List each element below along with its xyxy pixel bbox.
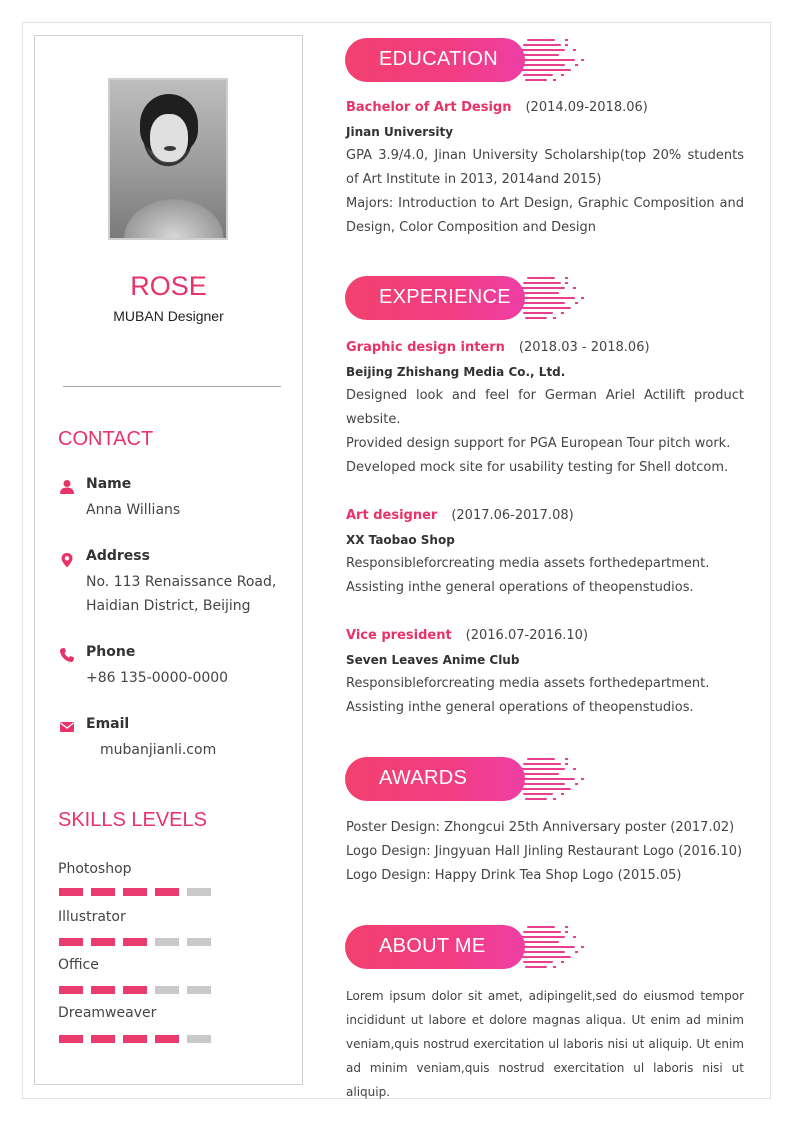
experience-entry — [346, 504, 744, 600]
skill-segment-filled — [91, 888, 115, 896]
skills-heading: SKILLS LEVELS — [58, 809, 207, 831]
education-section — [346, 96, 744, 240]
banner-streak-dot — [553, 966, 556, 968]
skill-segment-empty — [155, 986, 179, 994]
banner-streak — [517, 946, 575, 948]
skill-bar — [59, 888, 211, 896]
banner-streak-dot — [581, 59, 584, 61]
skill-segment-filled — [155, 888, 179, 896]
skill-name: Illustrator — [58, 909, 126, 925]
skill-segment-filled — [155, 1035, 179, 1043]
skill-segment-filled — [123, 888, 147, 896]
award-item: Logo Design: Jingyuan Hall Jinling Restaurant Logo (2016.10) — [346, 844, 743, 859]
banner-streak — [521, 956, 571, 958]
banner-streak-dot — [553, 317, 556, 319]
banner-streak — [523, 941, 559, 943]
banner-streak-dot — [565, 758, 568, 760]
banner-streak-dot — [565, 763, 568, 765]
job-date: (2017.06-2017.08) — [451, 508, 574, 523]
banner-streak-dot — [565, 282, 568, 284]
skill-segment-filled — [123, 1035, 147, 1043]
banner-streak — [523, 312, 553, 314]
award-item: Poster Design: Zhongcui 25th Anniversary poster (2017.02) — [346, 820, 735, 835]
banner-streak — [523, 74, 553, 76]
banner-streak-dot — [573, 287, 576, 289]
banner-streak — [521, 307, 571, 309]
awards-banner — [345, 757, 585, 801]
banner-streak — [523, 793, 553, 795]
skill-name: Office — [58, 957, 99, 973]
skill-segment-filled — [91, 1035, 115, 1043]
profile-photo — [108, 78, 228, 240]
skill-segment-filled — [59, 938, 83, 946]
profile-name: ROSE — [130, 271, 207, 301]
banner-streak — [523, 763, 561, 765]
banner-streak-dot — [565, 931, 568, 933]
banner-streak-dot — [553, 79, 556, 81]
skill-segment-filled — [59, 986, 83, 994]
job-title: Graphic design intern — [346, 340, 505, 355]
education-heading: EDUCATION — [379, 48, 498, 70]
skill-segment-filled — [123, 938, 147, 946]
banner-streak-dot — [581, 297, 584, 299]
contact-address-label: Address — [86, 548, 150, 564]
skill-segment-empty — [155, 938, 179, 946]
banner-streak — [523, 931, 561, 933]
skill-bar — [59, 1035, 211, 1043]
banner-streak-dot — [581, 778, 584, 780]
banner-streak — [517, 59, 575, 61]
banner-streak-dot — [561, 793, 564, 795]
education-detail: Majors: Introduction to Art Design, Graphic Composition and Design, Color Composition and Design — [346, 196, 744, 235]
banner-streak-dot — [553, 798, 556, 800]
contact-phone-value: +86 135-0000-0000 — [86, 670, 229, 686]
job-company: XX Taobao Shop — [346, 533, 455, 547]
banner-streak-dot — [575, 783, 578, 785]
contact-address-line-1: No. 113 Renaissance Road, — [86, 574, 277, 590]
contact-email-label: Email — [86, 716, 130, 732]
banner-streak — [523, 282, 561, 284]
awards-section — [346, 816, 744, 888]
experience-banner — [345, 276, 585, 320]
banner-streak — [521, 788, 571, 790]
banner-streak — [525, 79, 547, 81]
skill-segment-empty — [187, 986, 211, 994]
education-detail: GPA 3.9/4.0, Jinan University Scholarship(top 20% students of Art Institute in 2013, 2014and 2015) — [346, 148, 744, 187]
job-date: (2018.03 - 2018.06) — [518, 340, 650, 355]
banner-streak — [523, 961, 553, 963]
banner-streak-dot — [561, 74, 564, 76]
job-detail: Assisting inthe general operations of theopenstudios. — [346, 700, 694, 715]
banner-streak — [521, 49, 565, 51]
experience-heading: EXPERIENCE — [379, 286, 511, 308]
job-detail: Developed mock site for usability testing for Shell dotcom. — [346, 460, 729, 475]
banner-streak — [527, 277, 555, 279]
education-date: (2014.09-2018.06) — [525, 100, 648, 115]
profile-title: MUBAN Designer — [113, 308, 224, 324]
sidebar-divider — [63, 386, 281, 387]
user-icon — [59, 479, 75, 495]
about-heading: ABOUT ME — [379, 935, 486, 957]
about-banner — [345, 925, 585, 969]
banner-streak-dot — [573, 936, 576, 938]
experience-entry — [346, 336, 744, 480]
job-detail: Assisting inthe general operations of theopenstudios. — [346, 580, 694, 595]
banner-streak — [527, 926, 555, 928]
banner-streak — [527, 39, 555, 41]
banner-streak — [521, 936, 565, 938]
banner-streak — [523, 951, 565, 953]
banner-streak — [523, 44, 561, 46]
award-item: Logo Design: Happy Drink Tea Shop Logo (2015.05) — [346, 868, 682, 883]
banner-streak-dot — [581, 946, 584, 948]
banner-streak — [527, 758, 555, 760]
banner-streak-dot — [565, 277, 568, 279]
banner-streak — [517, 297, 575, 299]
banner-streak-dot — [573, 49, 576, 51]
banner-streak — [523, 292, 559, 294]
banner-streak-dot — [575, 302, 578, 304]
contact-name-value: Anna Willians — [86, 502, 181, 518]
contact-address-line-2: Haidian District, Beijing — [86, 598, 251, 614]
education-banner — [345, 38, 585, 82]
skill-segment-filled — [91, 938, 115, 946]
banner-streak — [523, 54, 559, 56]
banner-streak-dot — [561, 961, 564, 963]
skill-bar — [59, 938, 211, 946]
skill-segment-filled — [91, 986, 115, 994]
contact-phone-label: Phone — [86, 644, 136, 660]
banner-streak — [521, 768, 565, 770]
banner-streak-dot — [565, 926, 568, 928]
banner-streak — [525, 317, 547, 319]
skill-name: Photoshop — [58, 861, 132, 877]
job-company: Beijing Zhishang Media Co., Ltd. — [346, 365, 566, 379]
job-company: Seven Leaves Anime Club — [346, 653, 520, 667]
education-degree: Bachelor of Art Design — [346, 100, 512, 115]
job-date: (2016.07-2016.10) — [465, 628, 589, 643]
envelope-icon — [59, 719, 75, 735]
location-pin-icon — [59, 552, 75, 568]
banner-streak — [523, 302, 565, 304]
banner-streak — [523, 64, 565, 66]
skill-segment-filled — [59, 888, 83, 896]
job-detail: Responsibleforcreating media assets forthedepartment. — [346, 556, 710, 571]
banner-streak — [521, 287, 565, 289]
sidebar — [34, 35, 303, 1085]
banner-streak — [525, 798, 547, 800]
banner-streak — [523, 783, 565, 785]
banner-streak — [521, 69, 571, 71]
awards-heading: AWARDS — [379, 767, 468, 789]
banner-streak-dot — [561, 312, 564, 314]
skill-segment-empty — [187, 1035, 211, 1043]
job-detail: Designed look and feel for German Ariel Actilift product website. — [346, 388, 744, 427]
skill-bar — [59, 986, 211, 994]
experience-entry — [346, 624, 744, 720]
banner-streak-dot — [573, 768, 576, 770]
skill-segment-filled — [123, 986, 147, 994]
skill-segment-filled — [59, 1035, 83, 1043]
banner-streak-dot — [565, 39, 568, 41]
banner-streak-dot — [565, 44, 568, 46]
banner-streak — [523, 773, 559, 775]
banner-streak — [517, 778, 575, 780]
phone-icon — [59, 647, 75, 663]
about-text: Lorem ipsum dolor sit amet, adipingelit,sed do eiusmod tempor incididunt ut labore et dolore magnas aliqua. Ut enim ad minim veniam,quis nostrud exercitation ul laboris nisi ut aliquip. Ut enim ad minim veniam,quis nostrud exercitation ul laboris nisi ut aliquip. — [346, 989, 744, 1099]
education-school: Jinan University — [346, 125, 454, 139]
banner-streak-dot — [575, 64, 578, 66]
contact-heading: CONTACT — [58, 428, 154, 450]
contact-name-label: Name — [86, 476, 132, 492]
banner-streak-dot — [575, 951, 578, 953]
job-detail: Provided design support for PGA European Tour pitch work. — [346, 436, 731, 451]
banner-streak — [525, 966, 547, 968]
skill-name: Dreamweaver — [58, 1005, 157, 1021]
contact-email-value: mubanjianli.com — [100, 742, 217, 758]
skill-segment-empty — [187, 888, 211, 896]
job-detail: Responsibleforcreating media assets forthedepartment. — [346, 676, 710, 691]
skill-segment-empty — [187, 938, 211, 946]
job-title: Vice president — [346, 628, 452, 643]
job-title: Art designer — [346, 508, 438, 523]
